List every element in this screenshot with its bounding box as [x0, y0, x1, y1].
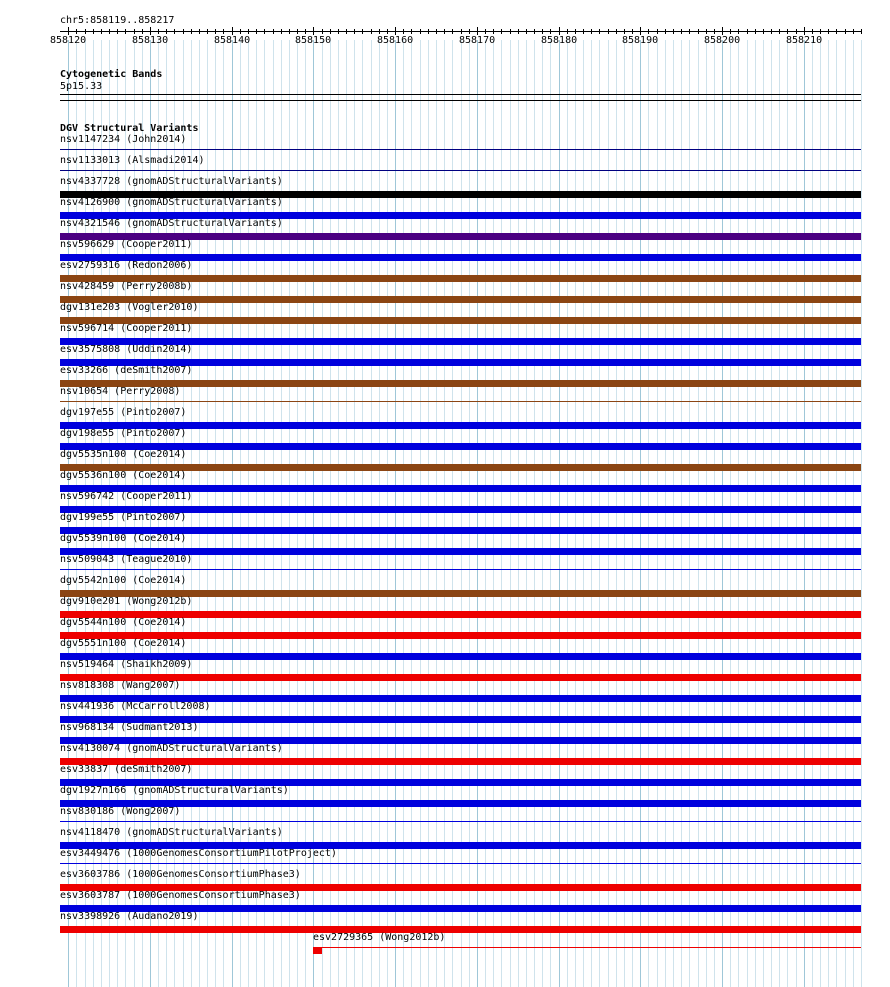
feature-label[interactable]: nsv830186 (Wong2007) [60, 806, 181, 817]
ruler-minor-tick [411, 29, 412, 34]
ruler-minor-tick [624, 29, 625, 34]
feature-label[interactable]: esv2729365 (Wong2012b) [313, 932, 446, 943]
ruler-minor-tick [836, 29, 837, 34]
ruler-minor-tick [599, 29, 600, 34]
track-separator [60, 100, 861, 101]
ruler-minor-tick [779, 29, 780, 34]
ruler-minor-tick [681, 29, 682, 34]
ruler-minor-tick [264, 29, 265, 34]
feature-label[interactable]: dgv5544n100 (Coe2014) [60, 617, 187, 628]
ruler-minor-tick [289, 29, 290, 34]
feature-row-line [60, 401, 861, 402]
ruler-major-tick [640, 27, 641, 35]
location-label: chr5:858119..858217 [60, 15, 175, 26]
ruler-minor-tick [281, 29, 282, 34]
feature-label[interactable]: dgv5539n100 (Coe2014) [60, 533, 187, 544]
ruler-minor-tick [861, 29, 862, 34]
ruler-minor-tick [76, 29, 77, 34]
ruler-minor-tick [845, 29, 846, 34]
ruler-minor-tick [371, 29, 372, 34]
ruler-minor-tick [591, 29, 592, 34]
ruler-minor-tick [191, 29, 192, 34]
ruler-minor-tick [256, 29, 257, 34]
ruler-minor-tick [518, 29, 519, 34]
ruler-tick-label: 858120 [50, 35, 87, 46]
feature-label[interactable]: nsv968134 (Sudmant2013) [60, 722, 199, 733]
ruler-minor-tick [771, 29, 772, 34]
ruler-minor-tick [853, 29, 854, 34]
ruler-tick-label: 858170 [459, 35, 496, 46]
ruler-minor-tick [706, 29, 707, 34]
variant-bar[interactable] [60, 927, 861, 933]
ruler-major-tick [68, 27, 69, 35]
ruler-minor-tick [101, 29, 102, 34]
ruler-minor-tick [461, 29, 462, 34]
feature-label[interactable]: nsv818308 (Wang2007) [60, 680, 181, 691]
feature-label[interactable]: esv2759316 (Redon2006) [60, 260, 193, 271]
feature-label[interactable]: dgv198e55 (Pinto2007) [60, 428, 187, 439]
ruler-minor-tick [134, 29, 135, 34]
feature-row-line [60, 569, 861, 570]
ruler-minor-tick [199, 29, 200, 34]
ruler-major-tick [477, 27, 478, 35]
ruler-minor-tick [542, 29, 543, 34]
ruler-tick-label: 858160 [377, 35, 414, 46]
ruler-minor-tick [346, 29, 347, 34]
ruler-minor-tick [362, 29, 363, 34]
feature-label[interactable]: nsv10654 (Perry2008) [60, 386, 181, 397]
ruler-minor-tick [428, 29, 429, 34]
ruler-minor-tick [763, 29, 764, 34]
ruler-minor-tick [93, 29, 94, 34]
ruler-major-tick [559, 27, 560, 35]
ruler-major-tick [232, 27, 233, 35]
feature-label[interactable]: dgv197e55 (Pinto2007) [60, 407, 187, 418]
feature-label[interactable]: nsv4126900 (gnomADStructuralVariants) [60, 197, 283, 208]
ruler-minor-tick [657, 29, 658, 34]
ruler-tick-label: 858150 [295, 35, 332, 46]
feature-label[interactable]: esv3575808 (Uddin2014) [60, 344, 193, 355]
ruler-minor-tick [158, 29, 159, 34]
ruler-minor-tick [493, 29, 494, 34]
ruler-minor-tick [273, 29, 274, 34]
feature-row-line [60, 863, 861, 864]
ruler-minor-tick [796, 29, 797, 34]
ruler-minor-tick [755, 29, 756, 34]
ruler-minor-tick [550, 29, 551, 34]
feature-label[interactable]: nsv4321546 (gnomADStructuralVariants) [60, 218, 283, 229]
variant-bar[interactable] [313, 948, 322, 954]
feature-row-line [60, 149, 861, 150]
feature-label[interactable]: nsv428459 (Perry2008b) [60, 281, 193, 292]
ruler-tick-label: 858190 [622, 35, 659, 46]
ruler-minor-tick [485, 29, 486, 34]
ruler-minor-tick [730, 29, 731, 34]
ruler-minor-tick [575, 29, 576, 34]
ruler-minor-tick [689, 29, 690, 34]
ruler-minor-tick [665, 29, 666, 34]
feature-row-line [60, 170, 861, 171]
ruler-minor-tick [223, 29, 224, 34]
feature-row-line [60, 821, 861, 822]
ruler-minor-tick [632, 29, 633, 34]
feature-label[interactable]: nsv519464 (Shaikh2009) [60, 659, 193, 670]
ruler-minor-tick [469, 29, 470, 34]
ruler-minor-tick [240, 29, 241, 34]
ruler-minor-tick [117, 29, 118, 34]
ruler-minor-tick [248, 29, 249, 34]
feature-row-line [313, 947, 861, 948]
ruler-minor-tick [583, 29, 584, 34]
feature-label[interactable]: esv33837 (deSmith2007) [60, 764, 193, 775]
ruler-minor-tick [420, 29, 421, 34]
ruler-minor-tick [812, 29, 813, 34]
ruler-minor-tick [828, 29, 829, 34]
ruler-minor-tick [820, 29, 821, 34]
feature-label[interactable]: dgv5551n100 (Coe2014) [60, 638, 187, 649]
feature-label[interactable]: dgv5536n100 (Coe2014) [60, 470, 187, 481]
ruler-tick-label: 858140 [214, 35, 251, 46]
ruler-major-tick [395, 27, 396, 35]
cytoband-track-title: Cytogenetic Bands [60, 69, 163, 80]
ruler-minor-tick [452, 29, 453, 34]
ruler-major-tick [722, 27, 723, 35]
feature-label[interactable]: dgv1927n166 (gnomADStructuralVariants) [60, 785, 289, 796]
feature-label[interactable]: nsv3398926 (Audano2019) [60, 911, 199, 922]
ruler-minor-tick [297, 29, 298, 34]
ruler-minor-tick [174, 29, 175, 34]
feature-label[interactable]: nsv4130074 (gnomADStructuralVariants) [60, 743, 283, 754]
ruler-minor-tick [109, 29, 110, 34]
feature-label[interactable]: dgv199e55 (Pinto2007) [60, 512, 187, 523]
ruler-minor-tick [510, 29, 511, 34]
ruler-minor-tick [305, 29, 306, 34]
ruler-minor-tick [403, 29, 404, 34]
ruler-minor-tick [648, 29, 649, 34]
ruler-minor-tick [166, 29, 167, 34]
feature-label[interactable]: esv33266 (deSmith2007) [60, 365, 193, 376]
ruler-minor-tick [183, 29, 184, 34]
ruler-minor-tick [322, 29, 323, 34]
cytoband-line [60, 94, 861, 95]
ruler-minor-tick [698, 29, 699, 34]
feature-label[interactable]: nsv4118470 (gnomADStructuralVariants) [60, 827, 283, 838]
ruler-major-tick [150, 27, 151, 35]
ruler-minor-tick [207, 29, 208, 34]
ruler-minor-tick [125, 29, 126, 34]
feature-label[interactable]: dgv5535n100 (Coe2014) [60, 449, 187, 460]
ruler-tick-label: 858210 [786, 35, 823, 46]
feature-label[interactable]: nsv441936 (McCarroll2008) [60, 701, 211, 712]
feature-label[interactable]: dgv5542n100 (Coe2014) [60, 575, 187, 586]
ruler-minor-tick [215, 29, 216, 34]
feature-label[interactable]: esv3603786 (1000GenomesConsortiumPhase3) [60, 869, 301, 880]
feature-label[interactable]: nsv1147234 (John2014) [60, 134, 187, 145]
ruler-minor-tick [738, 29, 739, 34]
ruler-major-tick [804, 27, 805, 35]
ruler-minor-tick [787, 29, 788, 34]
ruler-minor-tick [673, 29, 674, 34]
ruler-minor-tick [526, 29, 527, 34]
ruler-tick-label: 858200 [704, 35, 741, 46]
ruler-minor-tick [436, 29, 437, 34]
ruler-minor-tick [747, 29, 748, 34]
ruler-minor-tick [354, 29, 355, 34]
ruler-minor-tick [85, 29, 86, 34]
feature-label[interactable]: nsv509043 (Teague2010) [60, 554, 193, 565]
cytoband-label[interactable]: 5p15.33 [60, 81, 103, 92]
feature-label[interactable]: nsv4337728 (gnomADStructuralVariants) [60, 176, 283, 187]
ruler-minor-tick [608, 29, 609, 34]
feature-label[interactable]: esv3603787 (1000GenomesConsortiumPhase3) [60, 890, 301, 901]
ruler-minor-tick [714, 29, 715, 34]
ruler-minor-tick [338, 29, 339, 34]
ruler-minor-tick [387, 29, 388, 34]
feature-label[interactable]: nsv596714 (Cooper2011) [60, 323, 193, 334]
ruler-minor-tick [501, 29, 502, 34]
ruler-tick-label: 858180 [541, 35, 578, 46]
feature-label[interactable]: nsv596742 (Cooper2011) [60, 491, 193, 502]
feature-label[interactable]: nsv596629 (Cooper2011) [60, 239, 193, 250]
feature-label[interactable]: dgv910e201 (Wong2012b) [60, 596, 193, 607]
feature-label[interactable]: esv3449476 (1000GenomesConsortiumPilotProject) [60, 848, 337, 859]
ruler-minor-tick [616, 29, 617, 34]
ruler-tick-label: 858130 [132, 35, 169, 46]
ruler-minor-tick [444, 29, 445, 34]
ruler-minor-tick [330, 29, 331, 34]
ruler-minor-tick [567, 29, 568, 34]
feature-label[interactable]: dgv131e203 (Vogler2010) [60, 302, 199, 313]
ruler-minor-tick [379, 29, 380, 34]
ruler-minor-tick [534, 29, 535, 34]
ruler-major-tick [313, 27, 314, 35]
ruler-minor-tick [142, 29, 143, 34]
feature-label[interactable]: nsv1133013 (Alsmadi2014) [60, 155, 205, 166]
dgv-track-title: DGV Structural Variants [60, 123, 199, 134]
